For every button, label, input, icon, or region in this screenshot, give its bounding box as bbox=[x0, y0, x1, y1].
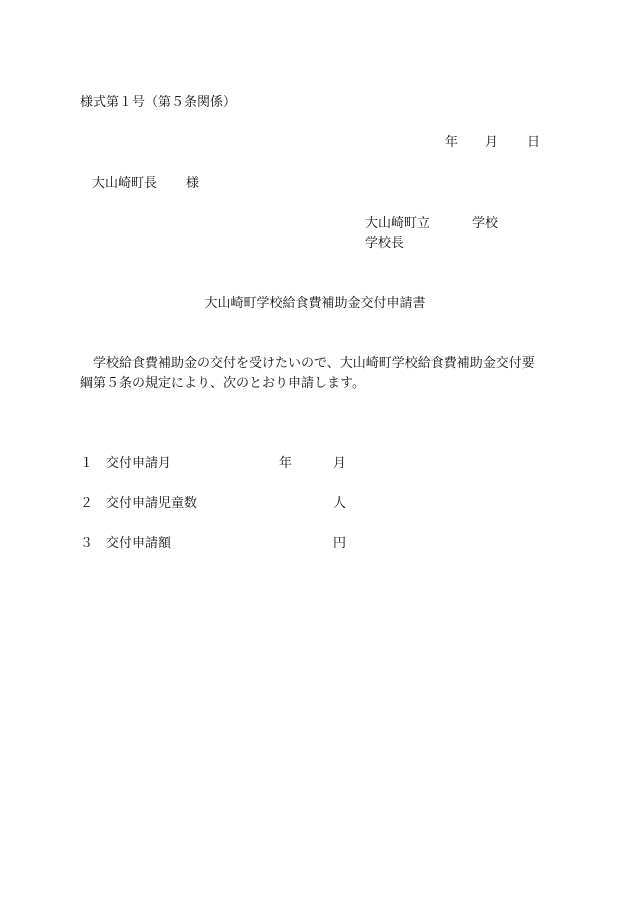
item-unit: 人 bbox=[333, 496, 347, 511]
item-number: ３ bbox=[80, 536, 94, 551]
document-title: 大山崎町学校給食費補助金交付申請書 bbox=[204, 296, 426, 311]
applicant-position: 学校長 bbox=[365, 236, 405, 251]
applicant-school-suffix: 学校 bbox=[472, 216, 499, 231]
item-month-unit: 月 bbox=[333, 456, 347, 471]
item-label: 交付申請額 bbox=[106, 536, 172, 551]
body-line: 綱第５条の規定により、次のとおり申請します。 bbox=[80, 376, 365, 391]
item-number: １ bbox=[80, 456, 94, 471]
item-year-unit: 年 bbox=[279, 456, 293, 471]
date-year-label: 年 bbox=[445, 135, 459, 150]
addressee-name: 大山崎町長 bbox=[92, 176, 158, 191]
date-day-label: 日 bbox=[527, 135, 541, 150]
date-month-label: 月 bbox=[485, 135, 499, 150]
form-number: 様式第１号（第５条関係） bbox=[80, 95, 237, 110]
item-label: 交付申請児童数 bbox=[106, 496, 198, 511]
addressee-honorific: 様 bbox=[186, 176, 200, 191]
applicant-school-prefix: 大山崎町立 bbox=[365, 216, 431, 231]
item-unit: 円 bbox=[333, 536, 347, 551]
item-number: ２ bbox=[80, 496, 94, 511]
item-label: 交付申請月 bbox=[106, 456, 172, 471]
body-line: 学校給食費補助金の交付を受けたいので、大山崎町学校給食費補助金交付要 bbox=[93, 356, 535, 371]
